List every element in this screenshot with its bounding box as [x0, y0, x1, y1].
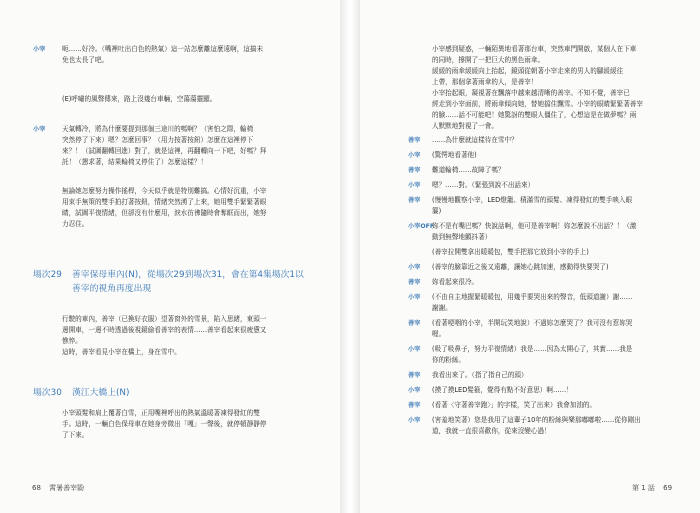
- speaker-label: 善宰: [408, 197, 421, 204]
- speaker-label: 小宰: [408, 387, 421, 394]
- left-page-footer: [32, 483, 84, 493]
- dialogue-line: (善宰拉開雙拿出暖暖包，雙手把那它放到小宰的手上): [432, 248, 589, 256]
- speaker-label: 小宰: [408, 152, 421, 159]
- script-line: 緩緩的雨傘緩緩向上抬起，鏡頭從朝著小宰走來的男人的腳緩緩往: [432, 67, 624, 75]
- scene-number: 場次29: [33, 270, 62, 280]
- script-line: 託！（懇求著，結果輪椅又停住了）怎麼這樣？！: [62, 158, 208, 166]
- page-number: 69: [663, 484, 673, 492]
- speaker-label: 善宰: [408, 372, 421, 379]
- speaker-label: 小宰: [408, 417, 421, 424]
- script-line: 這時，善宰看見小宰在橋上，身在雪中。: [62, 348, 181, 356]
- script-line: 小宰頭髮和肩上覆著白雪，正用嘴裡呼出的熱氣溫暖著凍得發紅的雙: [62, 409, 260, 417]
- speaker-label: 善宰: [408, 137, 421, 144]
- dialogue-line: 道，我就一直很喜歡你，從來沒變心過！: [432, 427, 551, 435]
- dialogue-line: (摸了摸LED髮箍，覺得有點不好意思）啊……！: [432, 386, 573, 394]
- script-line: 的同時，撐開了一把巨大的黑色雨傘。: [432, 56, 545, 64]
- script-line: 手。這時，一輛白色保母車在她身旁微出「嘎」一聲後，就停頓靜靜停: [62, 420, 267, 428]
- speaker-label: 小宰: [408, 264, 421, 271]
- script-line: 憔悴。: [62, 337, 82, 345]
- right-page: [360, 0, 700, 513]
- right-page-footer: [632, 483, 672, 493]
- dialogue-line: 謝謝。: [432, 304, 452, 312]
- dialogue-line: 妳不是有嘴巴嗎？快說話啊，他可是善宰啊！妳怎麼說不出話？！（激: [432, 222, 637, 230]
- script-line: 小宰抬起眼，凝視著在飄落中越來越清晰的善宰。不知不覺，善宰已: [432, 89, 630, 97]
- script-line: 來？！（試圖翻轉回進）對了，就是這裡，再翻轉向一下吧，好嗎？拜: [62, 147, 267, 155]
- script-line: 小宰感到疑惑，一輛陌異地看著那台車，突然車門開啟，某個人在下車: [432, 45, 637, 53]
- dialogue-line: 簾): [432, 207, 442, 215]
- dialogue-line: (看著〈守著善宰跑〉」的字樣，笑了出來）我會加油的。: [432, 401, 597, 409]
- book-title: 霄暑善宰鼢: [49, 484, 85, 492]
- chapter-label: 第 1 話: [632, 484, 655, 492]
- script-line: (E)呼嘯的風聲傳來，路上沒幾台車輛，空蕩蕩靈顯。: [62, 95, 217, 103]
- script-line: 的臉……話不可能吧！她驚訝的雙眼人僵住了，心想這是在做夢嗎？兩: [432, 111, 637, 119]
- dialogue-line: 你的粉絲。: [432, 356, 465, 364]
- page-number: 68: [32, 484, 41, 492]
- speaker-label: 善宰: [408, 167, 421, 174]
- script-line: 突然停了下來）嗯？怎麼回事？（用力按著按鈕）怎麼在這裡停下: [62, 136, 254, 144]
- script-line: 力忍住。: [62, 220, 89, 228]
- speaker-label: 小宰OFF: [408, 223, 435, 230]
- dialogue-line: 動到無聲地顫抖著）: [432, 233, 492, 241]
- speaker-label: 善宰: [408, 279, 421, 286]
- script-line: 呃……好冷。（嘴裡吐出白色的熱氣）這一站怎麼離這麼遠啊，這搞未: [62, 45, 264, 53]
- scene-heading: 善宰保母車內(N)，從場次29到場次31，會在第4集場次1以: [72, 270, 304, 280]
- script-line: 用束手無策的雙手拍打著按鈕，情緒突然湧了上來，她用雙手緊緊著眼: [62, 198, 267, 206]
- script-line: 了下來。: [62, 431, 89, 439]
- speaker-label: 善宰: [408, 320, 421, 327]
- speaker-label: 善宰: [408, 402, 421, 409]
- dialogue-line: (害羞地笑著）您是我用了這輩子10年的粉絲與樂那嘟嘟啦……從你剛出: [432, 416, 641, 424]
- speaker-label: 小宰: [33, 46, 46, 53]
- script-line: 人默默地對視了一會。: [432, 122, 498, 130]
- script-line: 邊開車，一邊不時透過後視鏡偷看善宰的表情……善宰看起來很疲憊又: [62, 326, 267, 334]
- dialogue-line: (慢慢地觀察小宰，LED燈籠、積滿雪的頭髮、凍得發紅的雙手映入眼: [432, 196, 633, 204]
- speaker-label: 小宰: [33, 126, 46, 133]
- speaker-label: 小宰: [408, 182, 421, 189]
- dialogue-line: 嗯？……對。（緊張到說不出話來）: [432, 181, 535, 189]
- dialogue-line: 我看出來了。（指了指自己的頭）: [432, 371, 528, 379]
- left-page: [0, 0, 340, 513]
- scene-heading: 善宰的視角再度出現: [72, 284, 152, 294]
- script-line: 經走到小宰面前，將雨傘傾向她，替她擋住飄雪。小宰的眼睛緊緊著善宰: [432, 100, 643, 108]
- script-line: 睛，試圖平復情緒，但卻沒有什麼用，淚水彷彿隨時會奪眶而出，她努: [62, 209, 267, 217]
- dialogue-line: 難道輪椅……故障了嗎？: [432, 166, 505, 174]
- dialogue-line: (善宰的臉靠近之後又遠離，讓她心跳加速，感動得快要哭了): [432, 263, 609, 271]
- dialogue-line: 妳看起來很冷。: [432, 278, 479, 286]
- dialogue-line: ……為什麼就這樣待在雪中？: [432, 136, 518, 144]
- script-line: 上帶，那個拿著雨傘的人，是善宰！: [432, 78, 538, 86]
- scene-number: 場次30: [33, 388, 62, 398]
- dialogue-line: (吸了吸鼻子，努力平復情緒）我是……因為太開心了，其實……我是: [432, 345, 633, 353]
- speaker-label: 小宰: [408, 346, 421, 353]
- script-line: 免也太長了吧。: [62, 56, 109, 64]
- dialogue-line: (驚愕地看著他): [432, 151, 477, 159]
- book-gutter: [340, 0, 360, 513]
- dialogue-line: 喔。: [432, 330, 446, 338]
- script-line: 行駛的車內，善宰（已換好衣服）望著窗外的雪景，陷入思緒，東頭一: [62, 315, 267, 323]
- dialogue-line: (看著哽咽的小宰，半開玩笑地說）不過妳怎麼哭了？我可沒有惹妳哭: [432, 319, 633, 327]
- speaker-label: 小宰: [408, 294, 421, 301]
- scene-heading: 漢江大橋上(N): [72, 388, 130, 398]
- script-line: 無論她怎麼努力操作搖桿，今天似乎就是特別難搞。心情好沉重，小宰: [62, 187, 267, 195]
- script-line: 天氣轉冷，將為什麼要提到那個三途川的嗎啊？（害怕之際，輪椅: [62, 125, 254, 133]
- dialogue-line: (不由自主地握緊暖暖包，用幾乎要哭出來的聲音，低頭道謝）謝……: [432, 293, 633, 301]
